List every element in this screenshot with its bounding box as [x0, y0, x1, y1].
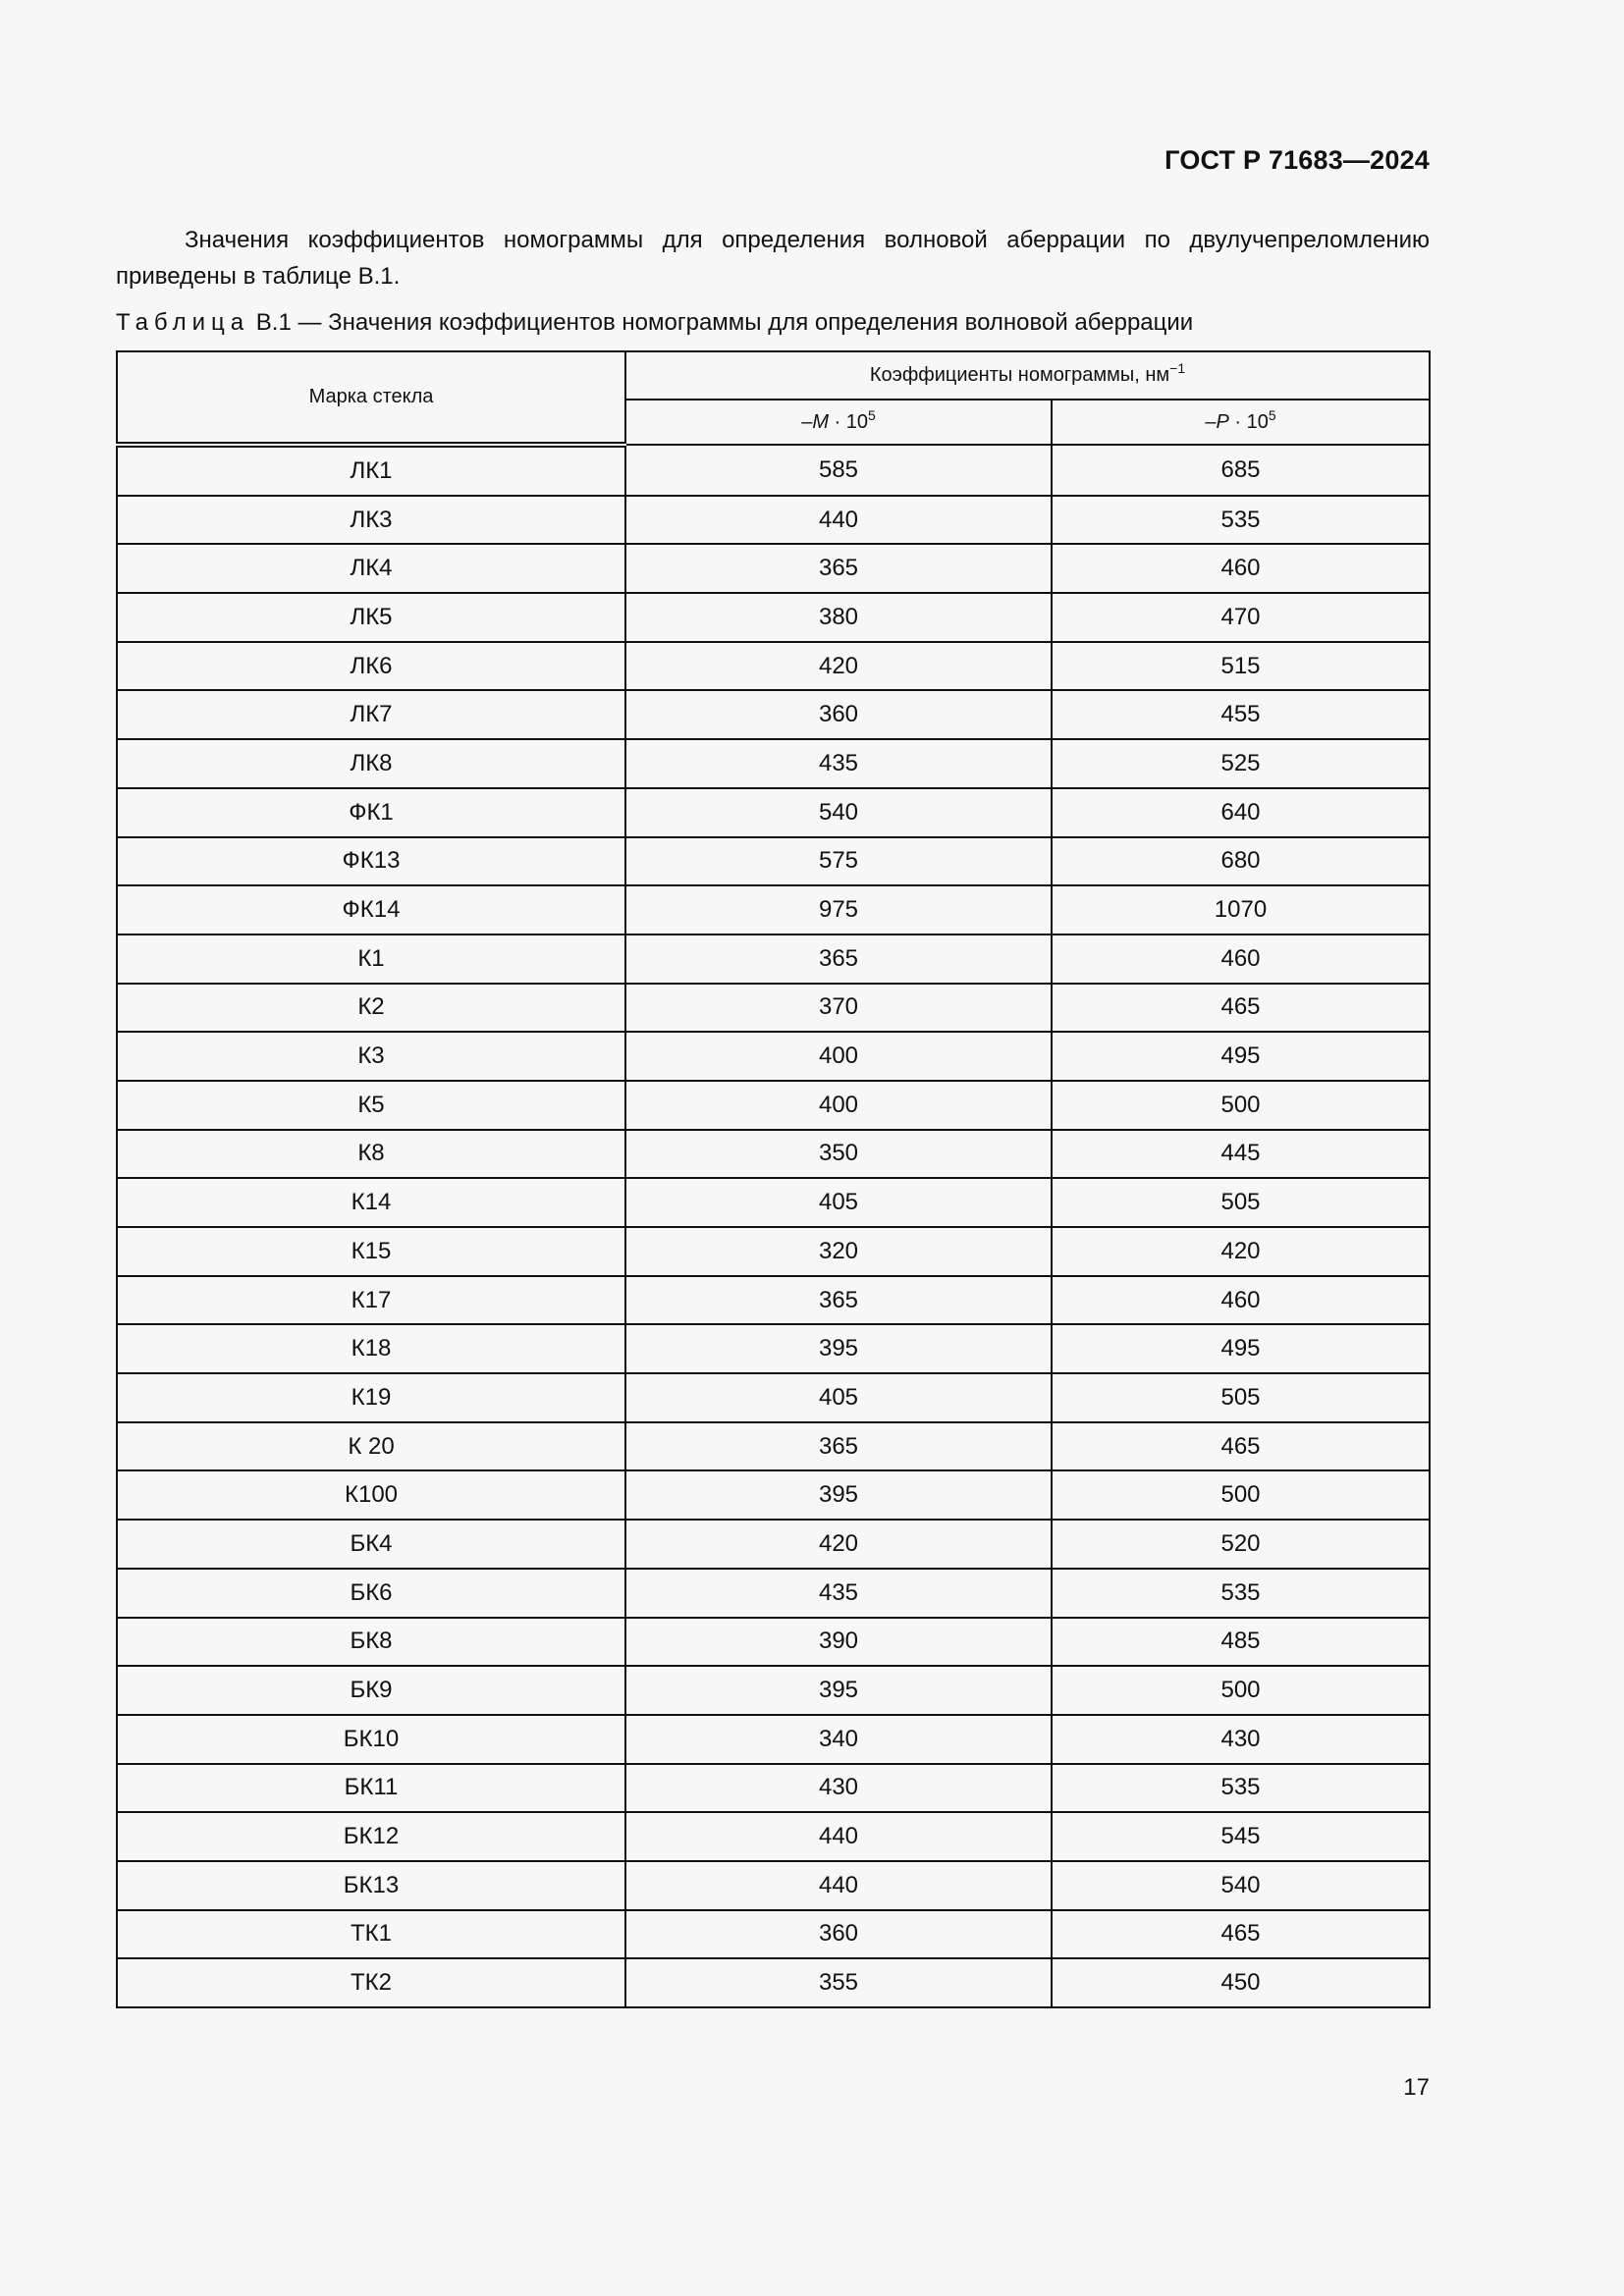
- page-number: 17: [1403, 2074, 1430, 2101]
- cell-m-value: 365: [625, 934, 1052, 984]
- cell-m-value: 975: [625, 885, 1052, 934]
- table-row: [117, 496, 1430, 545]
- cell-glass-brand: ЛК8: [117, 739, 625, 788]
- cell-m-value: 420: [625, 1520, 1052, 1569]
- table-row: [117, 837, 1430, 886]
- cell-m-value: 390: [625, 1618, 1052, 1667]
- cell-p-value: 525: [1052, 739, 1430, 788]
- cell-glass-brand: ФК14: [117, 885, 625, 934]
- cell-glass-brand: БК11: [117, 1764, 625, 1813]
- cell-glass-brand: БК13: [117, 1861, 625, 1910]
- cell-p-value: 470: [1052, 593, 1430, 642]
- table-caption: [116, 308, 1432, 338]
- table-row: [117, 642, 1430, 691]
- cell-p-value: 495: [1052, 1032, 1430, 1081]
- cell-p-value: 455: [1052, 690, 1430, 739]
- cell-p-value: 535: [1052, 496, 1430, 545]
- table-row: [117, 1958, 1430, 2007]
- table-row: [117, 984, 1430, 1033]
- table-row: [117, 1227, 1430, 1276]
- header-m-coefficient: $-M \cdot 10^5$: [625, 400, 1052, 445]
- cell-m-value: 405: [625, 1178, 1052, 1227]
- document-code: ГОСТ Р 71683—2024: [1164, 145, 1430, 175]
- table-row: [117, 934, 1430, 984]
- cell-m-value: 370: [625, 984, 1052, 1033]
- cell-glass-brand: К 20: [117, 1422, 625, 1471]
- cell-m-value: 395: [625, 1324, 1052, 1373]
- cell-m-value: 340: [625, 1715, 1052, 1764]
- table-row: [117, 1715, 1430, 1764]
- cell-p-value: 505: [1052, 1178, 1430, 1227]
- cell-glass-brand: БК10: [117, 1715, 625, 1764]
- cell-glass-brand: ЛК1: [117, 445, 625, 496]
- cell-m-value: 575: [625, 837, 1052, 886]
- cell-m-value: 430: [625, 1764, 1052, 1813]
- cell-m-value: 400: [625, 1081, 1052, 1130]
- cell-p-value: 465: [1052, 984, 1430, 1033]
- cell-glass-brand: ФК1: [117, 788, 625, 837]
- cell-glass-brand: К5: [117, 1081, 625, 1130]
- cell-p-value: 460: [1052, 1276, 1430, 1325]
- table-row: [117, 544, 1430, 593]
- cell-m-value: 360: [625, 1910, 1052, 1959]
- table-row: [117, 1470, 1430, 1520]
- table-row: [117, 1618, 1430, 1667]
- cell-m-value: 320: [625, 1227, 1052, 1276]
- cell-glass-brand: ЛК7: [117, 690, 625, 739]
- coefficients-table: [116, 350, 1431, 2008]
- table-row: [117, 1910, 1430, 1959]
- table-row: [117, 1812, 1430, 1861]
- table-row: [117, 1081, 1430, 1130]
- table-row: [117, 1130, 1430, 1179]
- cell-m-value: 365: [625, 1422, 1052, 1471]
- cell-p-value: 680: [1052, 837, 1430, 886]
- cell-p-value: 495: [1052, 1324, 1430, 1373]
- cell-m-value: 440: [625, 496, 1052, 545]
- cell-m-value: 440: [625, 1812, 1052, 1861]
- cell-m-value: 380: [625, 593, 1052, 642]
- cell-glass-brand: ТК2: [117, 1958, 625, 2007]
- cell-glass-brand: К3: [117, 1032, 625, 1081]
- cell-glass-brand: ЛК5: [117, 593, 625, 642]
- cell-m-value: 395: [625, 1470, 1052, 1520]
- cell-m-value: 360: [625, 690, 1052, 739]
- cell-glass-brand: БК9: [117, 1666, 625, 1715]
- table-row: [117, 1178, 1430, 1227]
- table-row: [117, 593, 1430, 642]
- cell-p-value: 445: [1052, 1130, 1430, 1179]
- table-row: [117, 1276, 1430, 1325]
- cell-p-value: 640: [1052, 788, 1430, 837]
- cell-glass-brand: ТК1: [117, 1910, 625, 1959]
- table-row: [117, 1764, 1430, 1813]
- cell-glass-brand: К100: [117, 1470, 625, 1520]
- cell-p-value: 485: [1052, 1618, 1430, 1667]
- cell-p-value: 520: [1052, 1520, 1430, 1569]
- cell-p-value: 515: [1052, 642, 1430, 691]
- table-caption-word: Таблица: [116, 309, 250, 336]
- intro-paragraph: Значения коэффициентов номограммы для определения волновой аберрации по двулучепреломлению приведены в таблице В.1.: [116, 227, 1430, 290]
- cell-p-value: 545: [1052, 1812, 1430, 1861]
- cell-m-value: 420: [625, 642, 1052, 691]
- table-row: [117, 1422, 1430, 1471]
- cell-p-value: 460: [1052, 934, 1430, 984]
- cell-glass-brand: К1: [117, 934, 625, 984]
- cell-m-value: 585: [625, 445, 1052, 496]
- cell-p-value: 500: [1052, 1470, 1430, 1520]
- table-row: [117, 1032, 1430, 1081]
- cell-p-value: 535: [1052, 1569, 1430, 1618]
- cell-glass-brand: К19: [117, 1373, 625, 1422]
- table-caption-text: В.1 — Значения коэффициентов номограммы для определения волновой аберрации: [255, 309, 1194, 336]
- table-row: [117, 445, 1430, 496]
- cell-glass-brand: БК8: [117, 1618, 625, 1667]
- cell-glass-brand: БК6: [117, 1569, 625, 1618]
- cell-glass-brand: ЛК4: [117, 544, 625, 593]
- cell-m-value: 540: [625, 788, 1052, 837]
- cell-m-value: 355: [625, 1958, 1052, 2007]
- cell-glass-brand: К2: [117, 984, 625, 1033]
- cell-glass-brand: К8: [117, 1130, 625, 1179]
- cell-m-value: 440: [625, 1861, 1052, 1910]
- table-body: [117, 445, 1430, 2007]
- cell-p-value: 430: [1052, 1715, 1430, 1764]
- table-row: [117, 885, 1430, 934]
- table-row: [117, 690, 1430, 739]
- cell-p-value: 465: [1052, 1910, 1430, 1959]
- cell-p-value: 450: [1052, 1958, 1430, 2007]
- table-row: [117, 739, 1430, 788]
- cell-p-value: 1070: [1052, 885, 1430, 934]
- table-row: [117, 1324, 1430, 1373]
- cell-p-value: 540: [1052, 1861, 1430, 1910]
- header-coefficients-group: Коэффициенты номограммы, $нм^{-1}$: [625, 351, 1430, 400]
- cell-m-value: 435: [625, 1569, 1052, 1618]
- header-p-coefficient: $-P \cdot 10^5$: [1052, 400, 1430, 445]
- cell-glass-brand: БК4: [117, 1520, 625, 1569]
- table-row: [117, 1861, 1430, 1910]
- table-row: [117, 788, 1430, 837]
- header-glass-brand: Марка стекла: [117, 351, 625, 445]
- cell-m-value: 365: [625, 1276, 1052, 1325]
- cell-p-value: 500: [1052, 1666, 1430, 1715]
- cell-p-value: 460: [1052, 544, 1430, 593]
- cell-glass-brand: ФК13: [117, 837, 625, 886]
- cell-glass-brand: К17: [117, 1276, 625, 1325]
- cell-glass-brand: К14: [117, 1178, 625, 1227]
- table-row: [117, 1520, 1430, 1569]
- cell-p-value: 420: [1052, 1227, 1430, 1276]
- table-row: [117, 1373, 1430, 1422]
- cell-p-value: 465: [1052, 1422, 1430, 1471]
- cell-glass-brand: К18: [117, 1324, 625, 1373]
- cell-glass-brand: БК12: [117, 1812, 625, 1861]
- cell-glass-brand: К15: [117, 1227, 625, 1276]
- cell-m-value: 435: [625, 739, 1052, 788]
- cell-m-value: 400: [625, 1032, 1052, 1081]
- table-row: [117, 1569, 1430, 1618]
- cell-p-value: 535: [1052, 1764, 1430, 1813]
- cell-p-value: 505: [1052, 1373, 1430, 1422]
- cell-m-value: 395: [625, 1666, 1052, 1715]
- cell-p-value: 500: [1052, 1081, 1430, 1130]
- table-row: [117, 1666, 1430, 1715]
- cell-m-value: 405: [625, 1373, 1052, 1422]
- cell-glass-brand: ЛК3: [117, 496, 625, 545]
- cell-m-value: 365: [625, 544, 1052, 593]
- cell-m-value: 350: [625, 1130, 1052, 1179]
- cell-p-value: 685: [1052, 445, 1430, 496]
- cell-glass-brand: ЛК6: [117, 642, 625, 691]
